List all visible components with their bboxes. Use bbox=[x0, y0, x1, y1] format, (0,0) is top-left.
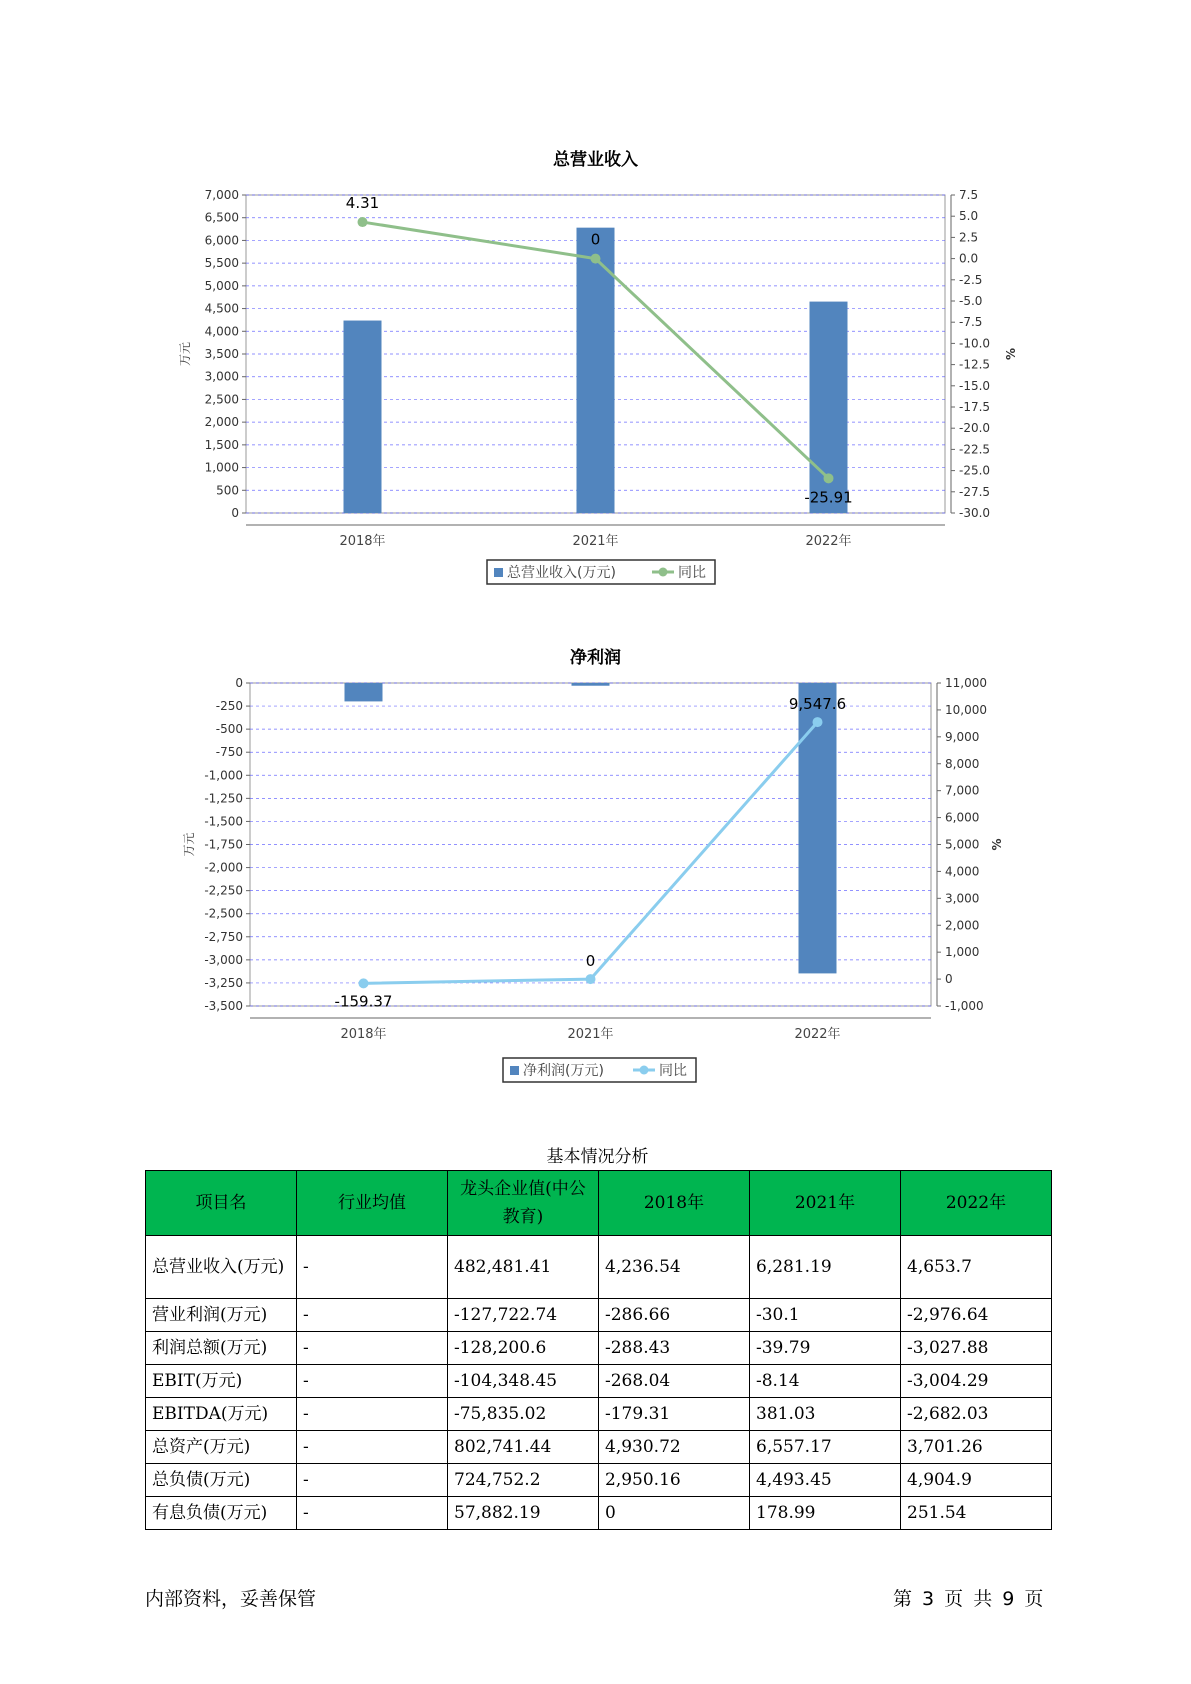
table-cell: -2,682.03 bbox=[901, 1398, 1052, 1431]
y2-tick-label: 9,000 bbox=[945, 729, 980, 744]
table-cell: - bbox=[297, 1299, 448, 1332]
table-row bbox=[146, 1431, 1052, 1464]
table-cell: - bbox=[297, 1464, 448, 1497]
table-cell: - bbox=[297, 1236, 448, 1299]
y2-tick-label: 5,000 bbox=[945, 837, 980, 852]
table-row bbox=[146, 1497, 1052, 1530]
bar-2018年 bbox=[345, 683, 383, 701]
table-cell: -3,027.88 bbox=[901, 1332, 1052, 1365]
y2-tick-label: 4,000 bbox=[945, 864, 980, 879]
line-point bbox=[359, 978, 369, 988]
table-cell: - bbox=[297, 1332, 448, 1365]
y2-tick-label: -1,000 bbox=[945, 999, 984, 1013]
x-tick-label: 2021年 bbox=[572, 534, 619, 549]
table-cell: - bbox=[297, 1365, 448, 1398]
y2-tick-label: -20.0 bbox=[959, 421, 991, 436]
table-cell: -3,004.29 bbox=[901, 1365, 1052, 1398]
table-cell: - bbox=[297, 1497, 448, 1530]
table-cell: -2,976.64 bbox=[901, 1299, 1052, 1332]
table-cell: 381.03 bbox=[750, 1398, 901, 1431]
table-row bbox=[146, 1365, 1052, 1398]
footer-page-number: 第 3 页 共 9 页 bbox=[893, 1588, 1044, 1610]
row-label: 营业利润(万元) bbox=[146, 1299, 297, 1332]
line-series bbox=[364, 722, 818, 983]
y-tick-label: 0 bbox=[231, 506, 239, 520]
y-tick-label: -1,250 bbox=[204, 791, 243, 806]
data-label: -25.91 bbox=[804, 488, 853, 507]
y2-tick-label: 1,000 bbox=[945, 945, 980, 960]
legend-bar-label: 总营业收入(万元) bbox=[507, 565, 616, 581]
y2-tick-label: -22.5 bbox=[959, 442, 991, 457]
y-tick-label: 2,000 bbox=[204, 415, 239, 430]
y2-tick-label: 5.0 bbox=[959, 209, 979, 224]
row-label: 总资产(万元) bbox=[146, 1431, 297, 1464]
table-cell: 4,493.45 bbox=[750, 1464, 901, 1497]
y-tick-label: 5,500 bbox=[204, 256, 239, 271]
y2-tick-label: -5.0 bbox=[959, 294, 983, 308]
footer-confidential: 内部资料，妥善保管 bbox=[145, 1588, 317, 1610]
y-tick-label: -1,750 bbox=[204, 837, 243, 852]
table-cell: -104,348.45 bbox=[448, 1365, 599, 1398]
y2-tick-label: -7.5 bbox=[959, 315, 983, 330]
table-cell: 0 bbox=[599, 1497, 750, 1530]
table-cell: - bbox=[297, 1431, 448, 1464]
table-cell: -128,200.6 bbox=[448, 1332, 599, 1365]
table-cell: -179.31 bbox=[599, 1398, 750, 1431]
y-tick-label: 6,500 bbox=[204, 210, 239, 225]
table-row bbox=[146, 1464, 1052, 1497]
y2-tick-label: 0.0 bbox=[959, 251, 979, 266]
x-tick-label: 2018年 bbox=[340, 1027, 387, 1042]
y-tick-label: 2,500 bbox=[204, 392, 239, 407]
table-cell: 4,236.54 bbox=[599, 1236, 750, 1299]
x-tick-label: 2022年 bbox=[794, 1027, 841, 1042]
header-2018: 2018年 bbox=[599, 1171, 750, 1236]
y-tick-label: -2,500 bbox=[204, 906, 243, 921]
y-tick-label: -2,000 bbox=[204, 860, 243, 875]
table-cell: 724,752.2 bbox=[448, 1464, 599, 1497]
y2-tick-label: -2.5 bbox=[959, 272, 983, 287]
table-cell: 6,281.19 bbox=[750, 1236, 901, 1299]
table-cell: -39.79 bbox=[750, 1332, 901, 1365]
row-label: 总负债(万元) bbox=[146, 1464, 297, 1497]
net-profit-chart bbox=[0, 668, 1191, 1098]
table-row bbox=[146, 1236, 1052, 1299]
y2-axis-label: % bbox=[1004, 347, 1018, 361]
table-cell: -8.14 bbox=[750, 1365, 901, 1398]
line-point bbox=[586, 974, 596, 984]
header-leader-value: 龙头企业值(中公教育) bbox=[448, 1171, 599, 1236]
y2-tick-label: -15.0 bbox=[959, 378, 991, 393]
basic-analysis-table bbox=[145, 1170, 1052, 1530]
y-tick-label: 7,000 bbox=[204, 188, 239, 202]
legend-line-marker bbox=[640, 1066, 649, 1075]
y2-axis-label: % bbox=[990, 838, 1004, 851]
line-point bbox=[358, 217, 368, 227]
y-tick-label: -1,000 bbox=[204, 768, 243, 783]
legend-bar-swatch bbox=[494, 568, 503, 577]
y-tick-label: -1,500 bbox=[204, 814, 243, 829]
y2-tick-label: -30.0 bbox=[959, 506, 991, 520]
y-tick-label: 3,000 bbox=[204, 369, 239, 384]
chart-title-revenue: 总营业收入 bbox=[553, 150, 638, 170]
y-tick-label: 4,000 bbox=[204, 324, 239, 339]
bar-2018年 bbox=[344, 321, 382, 513]
x-tick-label: 2021年 bbox=[567, 1027, 614, 1042]
y-tick-label: 4,500 bbox=[204, 301, 239, 316]
y2-tick-label: 7.5 bbox=[959, 188, 979, 202]
y-tick-label: 0 bbox=[235, 676, 243, 690]
y-tick-label: -3,250 bbox=[204, 975, 243, 990]
table-header-row bbox=[146, 1171, 1052, 1236]
y2-tick-label: 11,000 bbox=[945, 676, 987, 690]
y-tick-label: 1,500 bbox=[204, 437, 239, 452]
legend-line-label: 同比 bbox=[678, 565, 706, 581]
y2-tick-label: 6,000 bbox=[945, 810, 980, 825]
y2-tick-label: 10,000 bbox=[945, 702, 987, 717]
table-cell: -30.1 bbox=[750, 1299, 901, 1332]
row-label: EBIT(万元) bbox=[146, 1365, 297, 1398]
y2-tick-label: 2,000 bbox=[945, 918, 980, 933]
table-cell: -286.66 bbox=[599, 1299, 750, 1332]
header-industry-avg: 行业均值 bbox=[297, 1171, 448, 1236]
table-cell: 4,930.72 bbox=[599, 1431, 750, 1464]
y2-tick-label: -25.0 bbox=[959, 463, 991, 478]
y-tick-label: -750 bbox=[215, 745, 243, 760]
data-label: 4.31 bbox=[345, 194, 380, 213]
y-tick-label: -3,500 bbox=[204, 999, 243, 1013]
table-cell: 4,904.9 bbox=[901, 1464, 1052, 1497]
line-point bbox=[813, 717, 823, 727]
table-row bbox=[146, 1332, 1052, 1365]
y-tick-label: -250 bbox=[215, 699, 243, 714]
y-tick-label: -500 bbox=[215, 722, 243, 737]
y2-tick-label: 2.5 bbox=[959, 230, 979, 245]
table-row bbox=[146, 1299, 1052, 1332]
y-tick-label: 500 bbox=[216, 483, 239, 498]
chart-title-net-profit: 净利润 bbox=[570, 648, 621, 668]
table-cell: -75,835.02 bbox=[448, 1398, 599, 1431]
data-label: 0 bbox=[585, 952, 596, 971]
table-cell: 178.99 bbox=[750, 1497, 901, 1530]
y2-tick-label: 8,000 bbox=[945, 756, 980, 771]
data-label: 9,547.6 bbox=[788, 695, 847, 714]
table-caption: 基本情况分析 bbox=[546, 1147, 649, 1167]
table-cell: -268.04 bbox=[599, 1365, 750, 1398]
header-2021: 2021年 bbox=[750, 1171, 901, 1236]
y2-tick-label: -27.5 bbox=[959, 484, 991, 499]
table-cell: 251.54 bbox=[901, 1497, 1052, 1530]
x-tick-label: 2022年 bbox=[805, 534, 852, 549]
y2-tick-label: -10.0 bbox=[959, 336, 991, 351]
legend-line-marker bbox=[659, 568, 668, 577]
row-label: EBITDA(万元) bbox=[146, 1398, 297, 1431]
y-tick-label: 6,000 bbox=[204, 233, 239, 248]
table-cell: - bbox=[297, 1398, 448, 1431]
y-tick-label: 5,000 bbox=[204, 278, 239, 293]
revenue-chart bbox=[0, 170, 1191, 590]
y-axis-label: 万元 bbox=[182, 832, 196, 857]
y2-tick-label: -17.5 bbox=[959, 400, 991, 414]
legend-bar-swatch bbox=[510, 1066, 519, 1075]
x-tick-label: 2018年 bbox=[339, 534, 386, 549]
table-cell: -288.43 bbox=[599, 1332, 750, 1365]
legend-bar-label: 净利润(万元) bbox=[523, 1063, 604, 1079]
table-row bbox=[146, 1398, 1052, 1431]
y-axis-label: 万元 bbox=[178, 341, 192, 367]
table-cell: 2,950.16 bbox=[599, 1464, 750, 1497]
table-cell: 6,557.17 bbox=[750, 1431, 901, 1464]
y-tick-label: -2,250 bbox=[204, 883, 243, 898]
table-cell: 482,481.41 bbox=[448, 1236, 599, 1299]
table-cell: -127,722.74 bbox=[448, 1299, 599, 1332]
legend-line-label: 同比 bbox=[659, 1063, 687, 1079]
table-cell: 3,701.26 bbox=[901, 1431, 1052, 1464]
y2-tick-label: 7,000 bbox=[945, 783, 980, 798]
header-item-name: 项目名 bbox=[146, 1171, 297, 1236]
y-tick-label: -3,000 bbox=[204, 952, 243, 967]
data-label: 0 bbox=[590, 230, 601, 249]
y-tick-label: 3,500 bbox=[204, 347, 239, 361]
row-label: 总营业收入(万元) bbox=[146, 1236, 297, 1299]
y2-tick-label: -12.5 bbox=[959, 357, 991, 372]
header-2022: 2022年 bbox=[901, 1171, 1052, 1236]
table-cell: 57,882.19 bbox=[448, 1497, 599, 1530]
y2-tick-label: 3,000 bbox=[945, 891, 980, 906]
data-label: -159.37 bbox=[334, 992, 393, 1011]
line-point bbox=[824, 473, 834, 483]
bar-2021年 bbox=[572, 683, 610, 686]
y-tick-label: 1,000 bbox=[204, 460, 239, 475]
line-point bbox=[591, 254, 601, 264]
table-cell: 802,741.44 bbox=[448, 1431, 599, 1464]
table-cell: 4,653.7 bbox=[901, 1236, 1052, 1299]
row-label: 利润总额(万元) bbox=[146, 1332, 297, 1365]
row-label: 有息负债(万元) bbox=[146, 1497, 297, 1530]
y2-tick-label: 0 bbox=[945, 972, 953, 987]
y-tick-label: -2,750 bbox=[204, 929, 243, 944]
